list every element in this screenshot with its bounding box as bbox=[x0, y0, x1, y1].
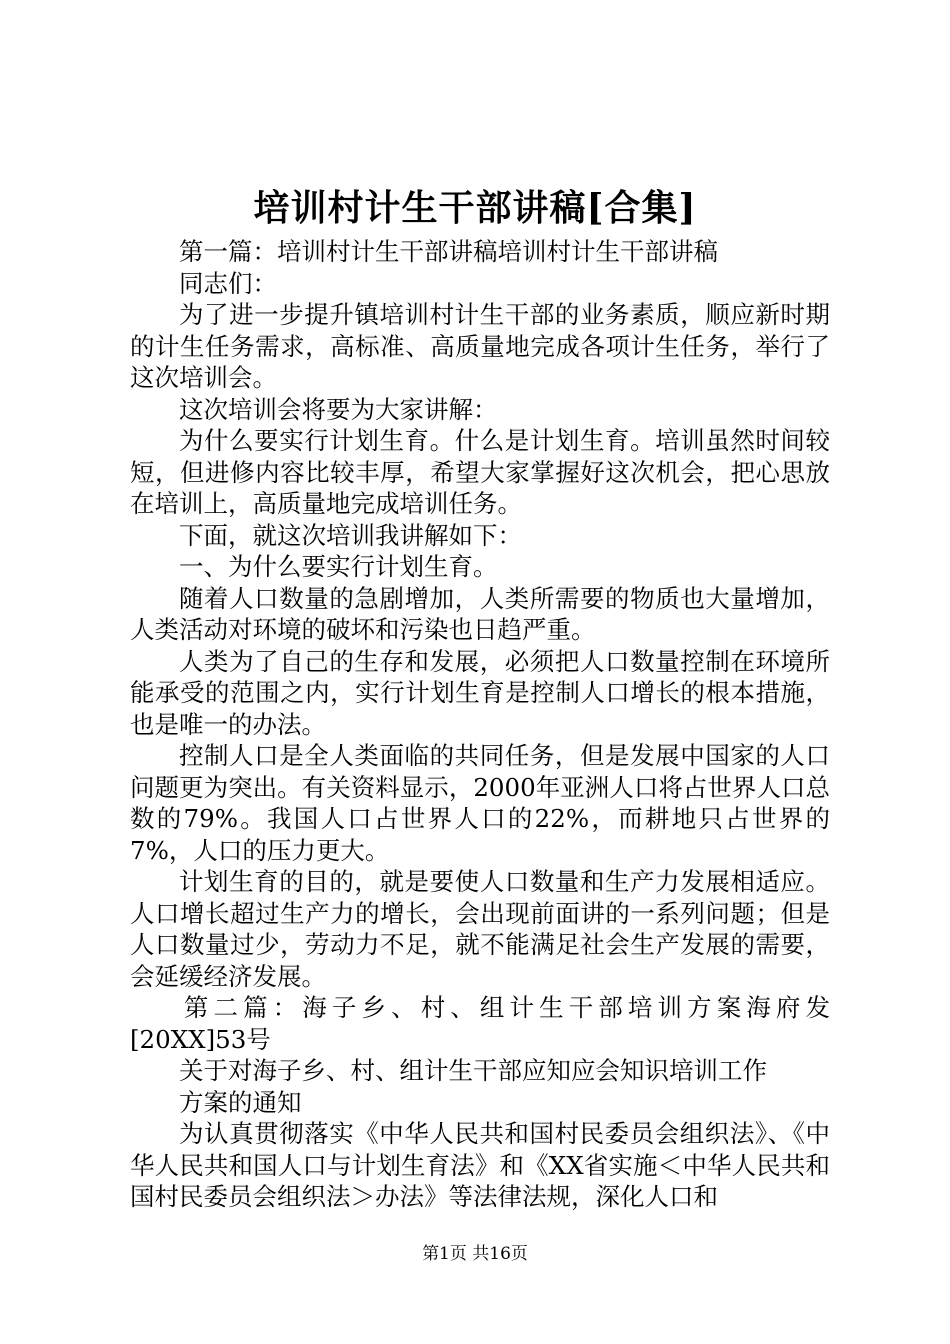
paragraph: 计划生育的目的，就是要使人口数量和生产力发展相适应。人口增长超过生产力的增长，会出现前面讲的一系列问题；但是人口数量过少，劳动力不足，就不能满足社会生产发展的需要，会延缓经济发展。 bbox=[130, 867, 830, 991]
paragraph-notice-title-line-2: 方案的通知 bbox=[179, 1087, 302, 1117]
paragraph: 这次培训会将要为大家讲解： bbox=[179, 394, 498, 424]
paragraph: 为什么要实行计划生育。什么是计划生育。培训虽然时间较短，但进修内容比较丰厚，希望大家掌握好这次机会，把心思放在培训上，高质量地完成培训任务。 bbox=[130, 426, 830, 518]
paragraph: 下面，就这次培训我讲解如下： bbox=[179, 520, 522, 550]
paragraph: 为认真贯彻落实《中华人民共和国村民委员会组织法》、《中华人民共和国人口与计划生育法》和《XX省实施＜中华人民共和国村民委员会组织法＞办法》等法律法规，深化人口和 bbox=[130, 1119, 830, 1211]
paragraph: 随着人口数量的急剧增加，人类所需要的物质也大量增加，人类活动对环境的破坏和污染也日趋严重。 bbox=[130, 583, 830, 644]
paragraph: 人类为了自己的生存和发展，必须把人口数量控制在环境所能承受的范围之内，实行计划生育是控制人口增长的根本措施，也是唯一的办法。 bbox=[130, 646, 830, 739]
paragraph-salutation: 同志们： bbox=[179, 268, 277, 298]
document-title: 培训村计生干部讲稿[合集] bbox=[253, 187, 697, 229]
paragraph-notice-title-line-1: 关于对海子乡、村、组计生干部应知应会知识培训工作 bbox=[179, 1056, 767, 1085]
paragraph-section-heading-1: 第一篇：培训村计生干部讲稿培训村计生干部讲稿 bbox=[179, 237, 718, 266]
document-body bbox=[130, 236, 830, 1213]
paragraph-section-heading-2: 第二篇：海子乡、村、组计生干部培训方案海府发[20XX]53号 bbox=[130, 993, 830, 1054]
paragraph: 控制人口是全人类面临的共同任务，但是发展中国家的人口问题更为突出。有关资料显示，2000年亚洲人口将占世界人口总数的79%。我国人口占世界人口的22%，而耕地只占世界的7%，人口的压力更大。 bbox=[130, 741, 830, 865]
paragraph: 为了进一步提升镇培训村计生干部的业务素质，顺应新时期的计生任务需求，高标准、高质量地完成各项计生任务，举行了这次培训会。 bbox=[130, 300, 830, 392]
page-number-footer: 第1页 共16页 bbox=[422, 1244, 528, 1264]
paragraph-subheading: 一、为什么要实行计划生育。 bbox=[179, 552, 498, 581]
